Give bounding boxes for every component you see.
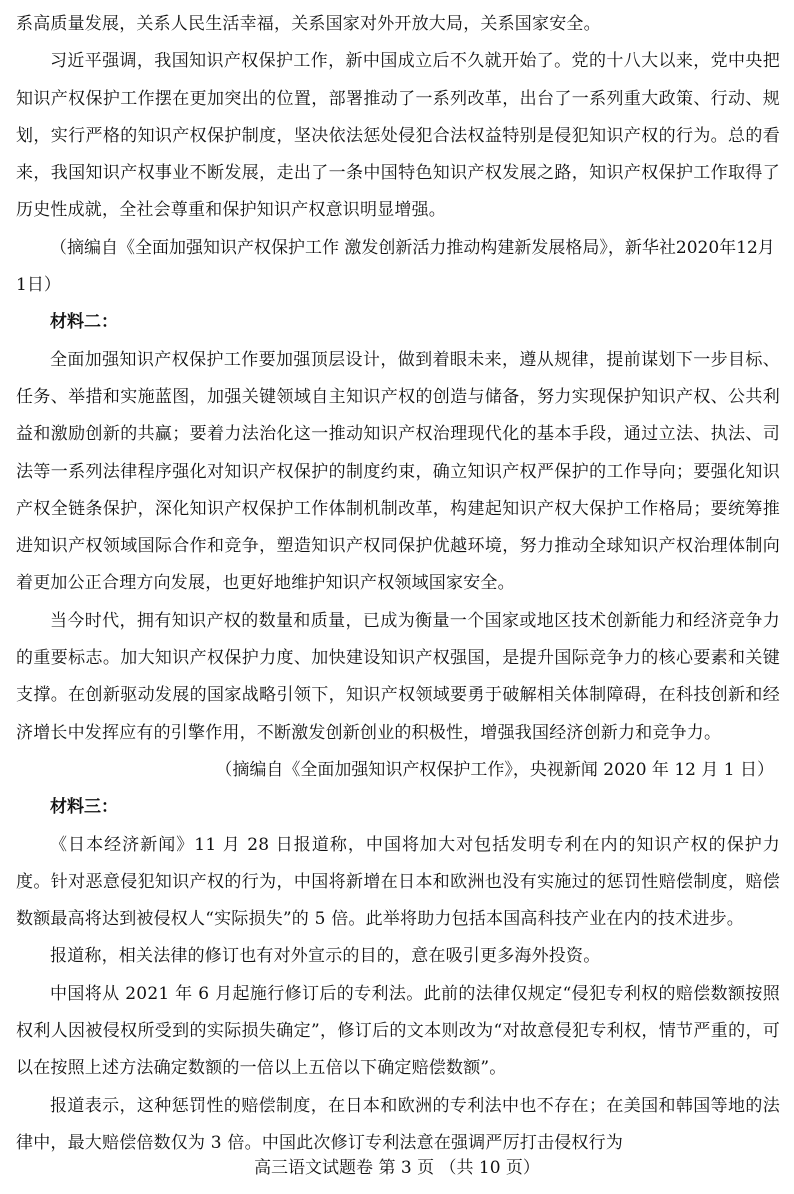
source-citation: （摘编自《全面加强知识产权保护工作》，央视新闻 2020 年 12 月 1 日） [215,759,774,780]
page-footer: 高三语文试题卷 第 3 页 （共 10 页） [254,1158,540,1178]
paragraph: 报道称，相关法律的修订也有对外宣示的目的，意在吸引更多海外投资。 [50,946,601,967]
paragraph: 报道表示，这种惩罚性的赔偿制度，在日本和欧洲的专利法中也不存在；在美国和韩国等地的法律中，最大赔偿倍数仅为 3 倍。中国此次修订专利法意在强调严厉打击侵权行为 [16,1095,780,1153]
paragraph: 全面加强知识产权保护工作要加强顶层设计，做到着眼未来，遵从规律，提前谋划下一步目标、任务、举措和实施蓝图，加强关键领域自主知识产权的创造与储备，努力实现保护知识产权、公共利益和激励创新的共赢；要着力法治化这一推动知识产权治理现代化的基本手段，通过立法、执法、司法等一系列法律程序强化对知识产权保护的制度约束，确立知识产权严保护的工作导向；要强化知识产权全链条保护，深化知识产权保护工作体制机制改革，构建起知识产权大保护工作格局；要统筹推进知识产权领域国际合作和竞争，塑造知识产权同保护优越环境，努力推动全球知识产权治理体制向着更加公正合理方向发展，也更好地维护知识产权领域国家安全。 [16,349,780,594]
source-citation: （摘编自《全面加强知识产权保护工作 激发创新活力推动构建新发展格局》，新华社2020年12月1日） [16,237,775,296]
material-3-heading: 材料三： [50,797,118,818]
material-2-heading: 材料二： [50,312,118,333]
paragraph: 习近平强调，我国知识产权保护工作，新中国成立后不久就开始了。党的十八大以来，党中央把知识产权保护工作摆在更加突出的位置，部署推动了一系列改革，出台了一系列重大政策、行动、规划，实行严格的知识产权保护制度，坚决依法惩处侵犯合法权益特别是侵犯知识产权的行为。总的看来，我国知识产权事业不断发展，走出了一条中国特色知识产权发展之路，知识产权保护工作取得了历史性成就，全社会尊重和保护知识产权意识明显增强。 [16,51,780,221]
paragraph: 系高质量发展，关系人民生活幸福，关系国家对外开放大局，关系国家安全。 [16,14,601,34]
paragraph: 当今时代，拥有知识产权的数量和质量，已成为衡量一个国家或地区技术创新能力和经济竞争力的重要标志。加大知识产权保护力度、加快建设知识产权强国，是提升国际竞争力的核心要素和关键支撑。在创新驱动发展的国家战略引领下，知识产权领域要勇于破解相关体制障碍，在科技创新和经济增长中发挥应有的引擎作用，不断激发创新创业的积极性，增强我国经济创新力和竞争力。 [16,610,780,743]
paragraph: 《日本经济新闻》11 月 28 日报道称，中国将加大对包括发明专利在内的知识产权的保护力度。针对恶意侵犯知识产权的行为，中国将新增在日本和欧洲也没有实施过的惩罚性赔偿制度，赔偿数额最高将达到被侵权人“实际损失”的 5 倍。此举将助力包括本国高科技产业在内的技术进步。 [16,834,780,930]
paragraph: 中国将从 2021 年 6 月起施行修订后的专利法。此前的法律仅规定“侵犯专利权的赔偿数额按照权利人因被侵权所受到的实际损失确定”，修订后的文本则改为“对故意侵犯专利权，情节严重的，可以在按照上述方法确定数额的一倍以上五倍以下确定赔偿数额”。 [16,983,780,1079]
